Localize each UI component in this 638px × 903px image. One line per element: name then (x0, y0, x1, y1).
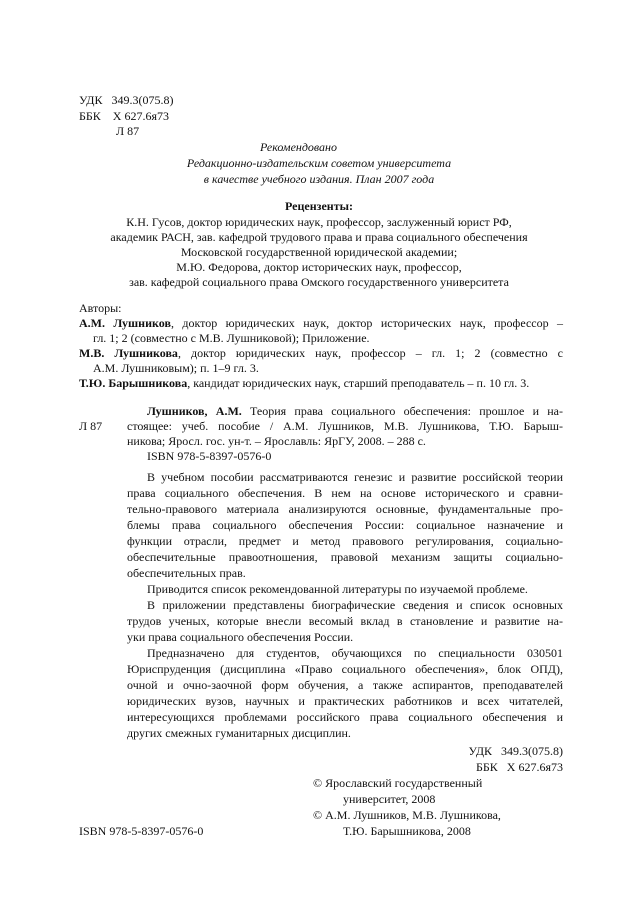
bib-mark: Л 87 (79, 419, 103, 433)
bib-author: Лушников, А.М. (147, 404, 242, 418)
author-3-line (79, 376, 529, 391)
author-1-name: А.М. Лушников (79, 316, 171, 330)
abstract-line: Предназначено для студентов, обучающихся по специальности 030501 (147, 646, 563, 660)
abstract-line: трудов ученых, которые внесли весомый вклад в становление и развитие на- (127, 614, 563, 628)
reviewer-line-4: М.Ю. Федорова, доктор исторических наук, профессор, (176, 260, 462, 274)
authors-heading: Авторы: (79, 301, 122, 315)
abstract-line: блемы права социального обеспечения России: социальное назначение и (127, 518, 563, 532)
bib-line-1 (147, 404, 563, 419)
abstract-line: тельно-правового материала анализируются основные, фундаментальные про- (127, 502, 563, 516)
author-1-text: , доктор юридических наук, доктор исторических наук, профессор – (170, 316, 564, 330)
abstract-line: права социального обеспечения. В нем на основе исторического и сравни- (127, 486, 563, 500)
bib-line-2: стоящее: учеб. пособие / А.М. Лушников, М.В. Лушникова, Т.Ю. Барыш- (127, 419, 563, 433)
author-2-line (79, 346, 563, 361)
author-1-cont: гл. 1; 2 (совместно с М.В. Лушниковой); Приложение. (93, 331, 370, 345)
abstract-line: В приложении представлены биографические сведения и список основных (147, 598, 563, 612)
abstract-line: уки права социального обеспечения России. (127, 630, 354, 644)
reviewer-line-1: К.Н. Гусов, доктор юридических наук, профессор, заслуженный юрист РФ, (126, 215, 512, 229)
bbk-value: Х 627.6я73 (112, 109, 169, 123)
footer-bbk: ББК Х 627.6я73 (476, 760, 563, 774)
udk-label: УДК (79, 93, 103, 107)
abstract-line: обеспечительных прав. (127, 566, 246, 580)
udk-line (79, 93, 173, 108)
abstract-line: очной и очно-заочной форм обучения, а также аспирантов, преподавателей (127, 678, 563, 692)
bib-line-3: никова; Яросл. гос. ун-т. – Ярославль: ЯрГУ, 2008. – 288 с. (127, 434, 426, 448)
author-2-name: М.В. Лушникова (79, 346, 178, 360)
reviewer-line-3: Московской государственной юридической академии; (180, 245, 458, 259)
author-2-text: , доктор юридических наук, профессор – гл. 1; 2 (совместно с (177, 346, 563, 360)
author-2-cont: А.М. Лушниковым); п. 1–9 гл. 3. (93, 361, 259, 375)
abstract-line: функции отрасли, предмет и метод правового регулирования, социально- (127, 534, 563, 548)
reviewer-line-5: зав. кафедрой социального права Омского государственного университета (129, 275, 509, 289)
author-mark: Л 87 (116, 124, 140, 138)
copyright-1-cont: университет, 2008 (343, 792, 436, 806)
abstract-line: В учебном пособии рассматриваются генезис и развитие российской теории (147, 470, 563, 484)
recommendation-line-1: Рекомендовано (260, 140, 338, 154)
footer-udk: УДК 349.3(075.8) (468, 744, 563, 758)
udk-value: 349.3(075.8) (111, 93, 174, 107)
reviewers-heading: Рецензенты: (285, 199, 353, 213)
reviewer-line-2: академик РАСН, зав. кафедрой трудового права и права социального обеспечения (110, 230, 528, 244)
bbk-label: ББК (79, 109, 101, 123)
abstract-line: других смежных гуманитарных дисциплин. (127, 726, 351, 740)
recommendation-line-2: Редакционно-издательским советом университета (186, 156, 452, 170)
bbk-line (79, 109, 169, 124)
copyright-2-cont: Т.Ю. Барышникова, 2008 (343, 824, 471, 838)
abstract-line: Приводится список рекомендованной литературы по изучаемой проблеме. (147, 582, 528, 596)
footer-isbn: ISBN 978-5-8397-0576-0 (79, 824, 204, 838)
recommendation-line-3: в качестве учебного издания. План 2007 года (203, 172, 435, 186)
abstract-line: Юриспруденция (дисциплина «Право социального обеспечения», блок ОПД), (127, 662, 563, 676)
abstract-line: интересующихся проблемами российского права социального обеспечения и (127, 710, 563, 724)
author-3-text: , кандидат юридических наук, старший преподаватель – п. 10 гл. 3. (187, 376, 530, 390)
author-3-name: Т.Ю. Барышникова (79, 376, 188, 390)
copyright-1: © Ярославский государственный (313, 776, 483, 790)
bib-title: Теория права социального обеспечения: прошлое и на- (241, 404, 564, 418)
author-1-line (79, 316, 563, 331)
abstract-line: юридических вузов, научных и практических работников и всех читателей, (127, 694, 563, 708)
abstract-line: обеспечительные правоотношения, правовой механизм защиты социально- (127, 550, 563, 564)
bib-isbn: ISBN 978-5-8397-0576-0 (147, 449, 272, 463)
copyright-2: © А.М. Лушников, М.В. Лушникова, (313, 808, 501, 822)
